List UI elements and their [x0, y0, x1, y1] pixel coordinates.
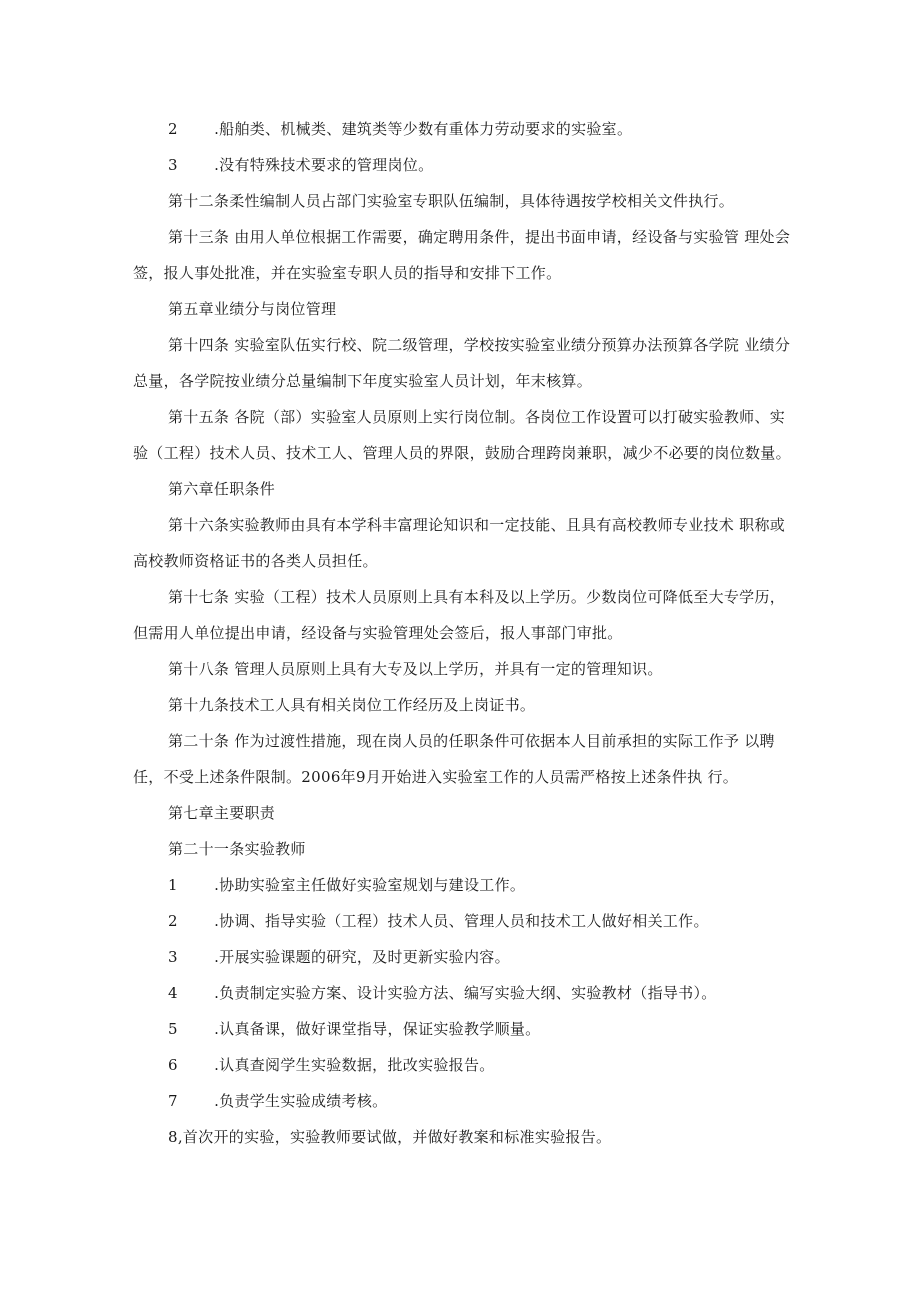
list-item: 3 .开展实验课题的研究，及时更新实验内容。 [168, 948, 510, 966]
paragraph: 第十九条技术工人具有相关岗位工作经历及上岗证书。 [168, 696, 536, 714]
paragraph: 第十三条 由用人单位根据工作需要，确定聘用条件，提出书面申请，经设备与实验管 理处会签，报人事处批准，并在实验室专职人员的指导和安排下工作。 [133, 228, 791, 282]
list-item: 8,首次开的实验，实验教师要试做，并做好教案和标准实验报告。 [168, 1128, 612, 1146]
paragraph: 第十七条 实验（工程）技术人员原则上具有本科及以上学历。少数岗位可降低至大专学历，但需用人单位提出申请，经设备与实验管理处会签后，报人事部门审批。 [133, 588, 786, 642]
chapter-heading: 第六章任职条件 [168, 480, 276, 498]
list-item: 1 .协助实验室主任做好实验室规划与建设工作。 [168, 876, 526, 894]
paragraph: 2 .船舶类、机械类、建筑类等少数有重体力劳动要求的实验室。 [168, 120, 633, 138]
list-item: 4 .负责制定实验方案、设计实验方法、编写实验大纲、实验教材（指导书）。 [168, 984, 717, 1002]
list-item: 5 .认真备课，做好课堂指导，保证实验教学顺量。 [168, 1020, 541, 1038]
paragraph: 第十八条 管理人员原则上具有大专及以上学历，并具有一定的管理知识。 [168, 660, 663, 678]
paragraph: 第十四条 实验室队伍实行校、院二级管理，学校按实验室业绩分预算办法预算各学院 业绩分总量，各学院按业绩分总量编制下年度实验室人员计划，年末核算。 [133, 336, 791, 390]
list-item: 7 .负责学生实验成绩考核。 [168, 1092, 388, 1110]
chapter-heading: 第五章业绩分与岗位管理 [168, 300, 337, 318]
chapter-heading: 第七章主要职责 [168, 804, 276, 822]
paragraph: 第十六条实验教师由具有本学科丰富理论知识和一定技能、且具有高校教师专业技术 职称或高校教师资格证书的各类人员担任。 [133, 516, 786, 570]
list-item: 6 .认真查阅学生实验数据，批改实验报告。 [168, 1056, 495, 1074]
list-item: 2 .协调、指导实验（工程）技术人员、管理人员和技术工人做好相关工作。 [168, 912, 709, 930]
article-heading: 第二十一条实验教师 [168, 840, 306, 858]
document-body [133, 111, 793, 1155]
paragraph: 第二十条 作为过渡性措施，现在岗人员的任职条件可依据本人目前承担的实际工作予 以聘任，不受上述条件限制。2006年9月开始进入实验室工作的人员需严格按上述条件执 行。 [133, 732, 775, 786]
paragraph: 3 .没有特殊技术要求的管理岗位。 [168, 156, 434, 174]
paragraph: 第十二条柔性编制人员占部门实验室专职队伍编制，具体待遇按学校相关文件执行。 [168, 192, 735, 210]
paragraph: 第十五条 各院（部）实验室人员原则上实行岗位制。各岗位工作设置可以打破实验教师、实验（工程）技术人员、技术工人、管理人员的界限，鼓励合理跨岗兼职，减少不必要的岗位数量。 [133, 408, 791, 462]
